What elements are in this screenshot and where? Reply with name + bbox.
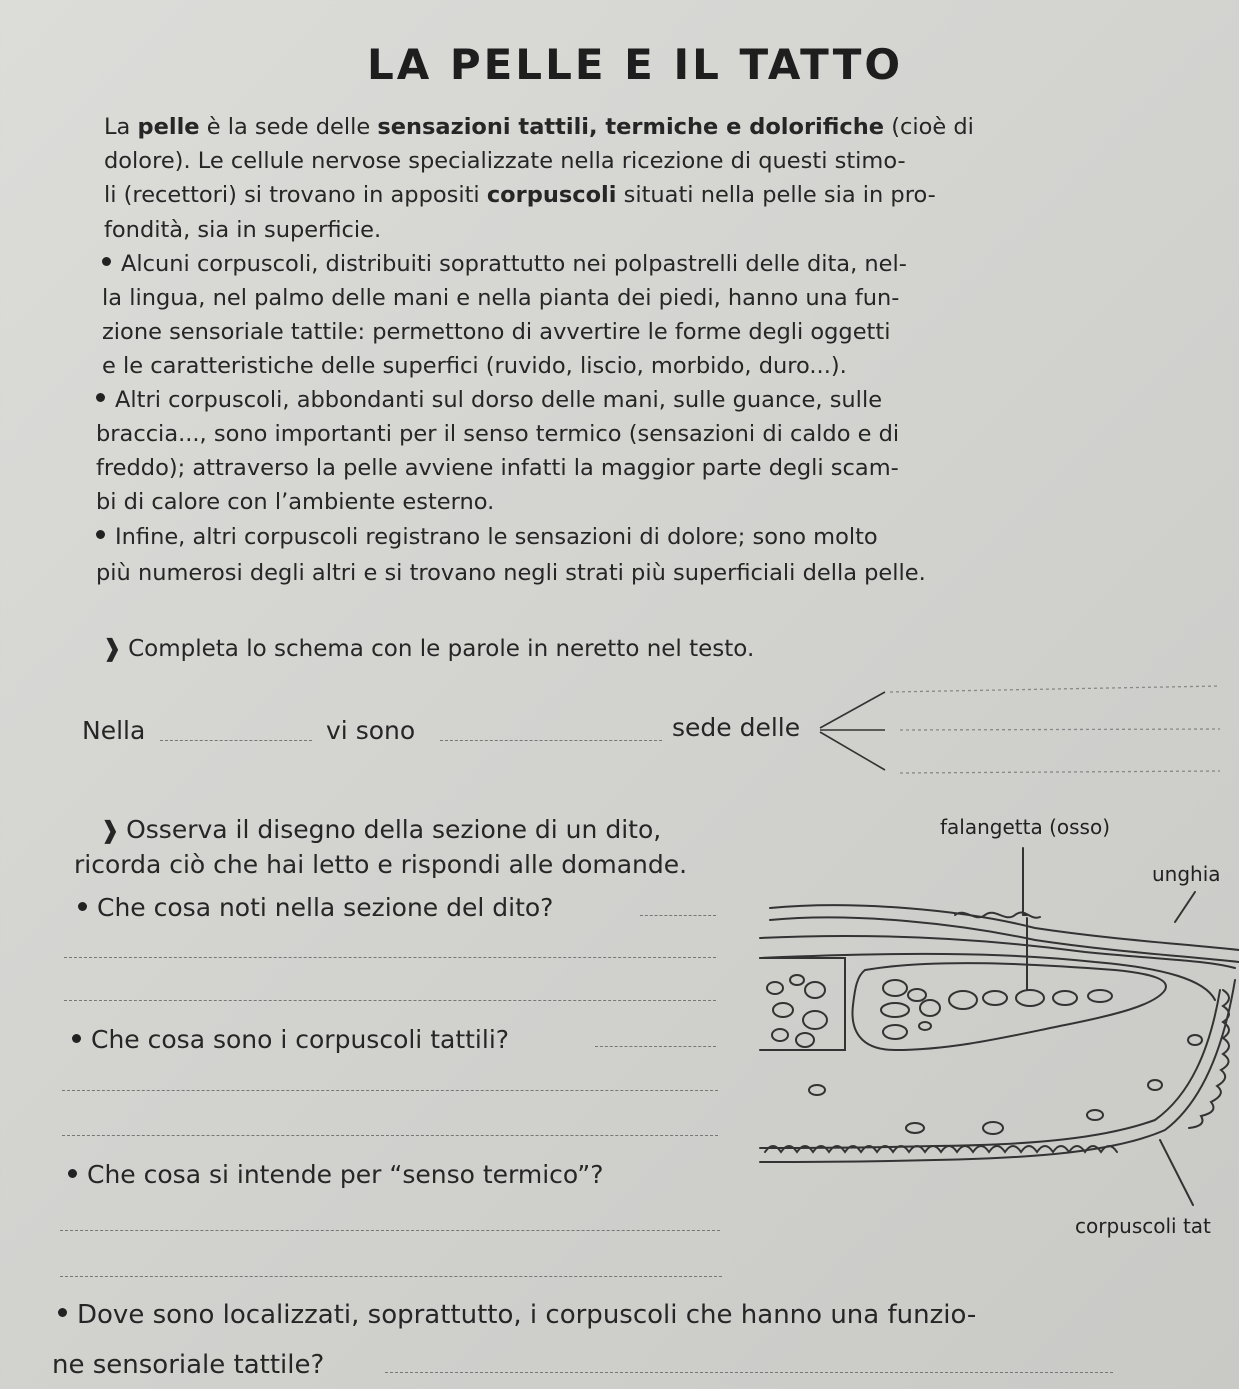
bullet-icon	[102, 257, 111, 266]
intro-line	[104, 110, 974, 144]
bullet-line	[102, 247, 907, 281]
exercise-intro: ricorda ciò che hai letto e rispondi alle domande.	[74, 850, 688, 879]
answer-line[interactable]	[64, 957, 716, 958]
exercise-intro	[100, 815, 661, 844]
bold-term: sensazioni tattili, termiche e dolorifiche	[377, 114, 885, 140]
blank-field[interactable]	[890, 686, 1220, 692]
label-nail: unghia	[1152, 862, 1221, 886]
label-corpuscles: corpuscoli tat	[1075, 1214, 1211, 1238]
exercise-instruction	[102, 634, 754, 662]
bullet-icon	[68, 1169, 77, 1178]
text: Completa lo schema con le parole in neretto nel testo.	[128, 636, 755, 662]
bullet-line: zione sensoriale tattile: permettono di avvertire le forme degli oggetti	[102, 319, 891, 345]
text: Che cosa sono i corpuscoli tattili?	[91, 1025, 510, 1054]
text: Che cosa si intende per “senso termico”?	[87, 1160, 604, 1189]
arrow-icon: ❱	[100, 816, 121, 844]
text: Dove sono localizzati, soprattutto, i corpuscoli che hanno una funzio-	[77, 1300, 977, 1330]
question: ne sensoriale tattile?	[52, 1350, 325, 1380]
branch-line	[820, 732, 885, 770]
question	[78, 893, 553, 922]
text: è la sede delle	[199, 114, 378, 140]
answer-line[interactable]	[60, 1276, 722, 1277]
text: Altri corpuscoli, abbondanti sul dorso delle mani, sulle guance, sulle	[115, 387, 883, 413]
bullet-icon	[78, 902, 87, 911]
answer-line[interactable]	[62, 1090, 718, 1091]
page-title: LA PELLE E IL TATTO	[366, 40, 904, 89]
schema-word: vi sono	[326, 716, 416, 745]
bold-term: pelle	[137, 114, 200, 140]
text: Che cosa noti nella sezione del dito?	[97, 893, 554, 922]
branch-line	[820, 692, 885, 728]
bullet-icon	[58, 1308, 67, 1317]
intro-line	[104, 178, 936, 212]
finger-section-diagram	[735, 840, 1239, 1220]
answer-line[interactable]	[62, 1135, 718, 1136]
question	[58, 1300, 976, 1330]
bullet-line: e le caratteristiche delle superfici (ruvido, liscio, morbido, duro...).	[102, 353, 847, 379]
skin-outline	[760, 980, 1235, 1162]
arrow-icon: ❱	[102, 634, 123, 662]
schema-word: Nella	[82, 716, 146, 745]
pointer-line	[1160, 1140, 1193, 1205]
bullet-line	[96, 520, 878, 554]
answer-line[interactable]	[385, 1372, 1113, 1373]
text: La	[104, 114, 138, 140]
answer-line[interactable]	[60, 1230, 720, 1231]
answer-line[interactable]	[64, 1000, 716, 1001]
label-bone: falangetta (osso)	[940, 815, 1110, 839]
blank-field[interactable]	[440, 740, 662, 741]
bullet-icon	[96, 393, 105, 402]
blank-field[interactable]	[160, 740, 312, 741]
bullet-line: braccia..., sono importanti per il senso termico (sensazioni di caldo e di	[96, 421, 900, 447]
bullet-line: la lingua, nel palmo delle mani e nella pianta dei piedi, hanno una fun-	[102, 285, 900, 311]
intro-line: dolore). Le cellule nervose specializzate nella ricezione di questi stimo-	[104, 148, 906, 174]
text: li (recettori) si trovano in appositi	[104, 182, 487, 208]
bullet-line: freddo); attraverso la pelle avviene infatti la maggior parte degli scam-	[96, 455, 899, 481]
schema-branches	[815, 680, 1235, 780]
bullet-icon	[96, 530, 105, 539]
question	[68, 1160, 604, 1189]
bullet-line: più numerosi degli altri e si trovano negli strati più superficiali della pelle.	[96, 560, 926, 586]
blank-field[interactable]	[900, 771, 1220, 773]
text: Osserva il disegno della sezione di un dito,	[126, 815, 662, 844]
text: Alcuni corpuscoli, distribuiti soprattutto nei polpastrelli delle dita, nel-	[121, 251, 907, 277]
bullet-icon	[72, 1034, 81, 1043]
bone-outline	[852, 963, 1165, 1050]
bullet-line: bi di calore con l’ambiente esterno.	[96, 489, 495, 515]
intro-line: fondità, sia in superficie.	[104, 217, 382, 243]
answer-line[interactable]	[595, 1046, 716, 1047]
pointer-line	[1175, 892, 1195, 922]
text: Infine, altri corpuscoli registrano le sensazioni di dolore; sono molto	[115, 524, 878, 550]
text: (cioè di	[884, 114, 974, 140]
text: situati nella pelle sia in pro-	[616, 182, 936, 208]
blank-field[interactable]	[900, 729, 1220, 730]
bullet-line	[96, 383, 882, 417]
schema-word: sede delle	[672, 713, 801, 742]
answer-line[interactable]	[640, 915, 716, 916]
question	[72, 1025, 509, 1054]
bold-term: corpuscoli	[486, 182, 617, 208]
